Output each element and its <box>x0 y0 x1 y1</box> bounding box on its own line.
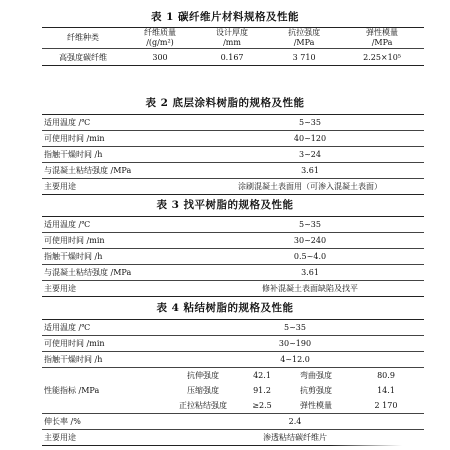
table1-caption: 表 1 碳纤维片材料规格及性能 <box>150 11 300 23</box>
t4-perf-name: 压缩强度 <box>187 386 219 395</box>
t1-cell: 高强度碳纤维 <box>59 52 107 62</box>
table3-caption: 表 3 找平树脂的规格及性能 <box>156 199 294 211</box>
table-row <box>42 368 424 384</box>
t2-label: 主要用途 <box>44 182 76 191</box>
t2-label: 可使用时间 /min <box>44 134 105 143</box>
t4-value: 渗透粘结碳纤维片 <box>263 433 327 442</box>
table-row <box>42 163 424 179</box>
t4-perf-value: ≥2.5 <box>252 401 272 410</box>
t2-label: 指触干燥时间 /h <box>44 150 103 159</box>
t4-perf-name: 抗伸强度 <box>187 371 219 380</box>
t2-value: 涂刷混凝土表面用（可渗入混凝土表面） <box>238 182 382 191</box>
t4-perf-name: 抗剪强度 <box>300 386 332 395</box>
t4-perf-name: 正拉粘结强度 <box>179 401 227 410</box>
t4-value: 5~35 <box>284 323 306 332</box>
t3-label: 指触干燥时间 /h <box>44 252 103 261</box>
table3 <box>42 216 424 297</box>
table-row <box>42 336 424 352</box>
t4-perf-label <box>42 398 166 414</box>
t3-value: 3.61 <box>301 268 319 277</box>
t1-header-thickness: 设计厚度 /mm <box>216 28 249 47</box>
t1-header-tensile: 抗拉强度 /MPa <box>288 28 321 47</box>
table2 <box>42 114 424 195</box>
watermark-fade <box>330 430 450 450</box>
table-row <box>42 115 424 131</box>
t4-label: 适用温度 /℃ <box>44 323 91 332</box>
table1-header-row <box>42 28 424 49</box>
t1-cell: 3 710 <box>292 52 316 62</box>
t1-header-fiber-mass: 纤维质量 /(g/m²) <box>144 28 177 47</box>
table2-caption: 表 2 底层涂料树脂的规格及性能 <box>145 97 305 109</box>
t3-value: 5~35 <box>299 220 321 229</box>
table-row <box>42 233 424 249</box>
t4-label: 伸长率 /% <box>44 417 81 426</box>
t3-label: 主要用途 <box>44 284 76 293</box>
t4-perf-value: 2 170 <box>374 401 398 410</box>
t2-value: 3.61 <box>301 166 319 175</box>
t1-header-fiber-type: 纤维种类 <box>67 33 99 42</box>
table4-caption: 表 4 粘结树脂的规格及性能 <box>156 302 294 314</box>
t4-value: 4~12.0 <box>280 355 310 364</box>
t4-value: 30~190 <box>278 339 312 348</box>
t3-label: 与混凝土粘结强度 /MPa <box>44 268 132 277</box>
t1-cell: 2.25×10⁵ <box>363 52 401 62</box>
table-row <box>42 147 424 163</box>
t4-perf-label: 性能指标 /MPa <box>44 386 100 395</box>
t1-header-modulus: 弹性模量 /MPa <box>366 28 399 47</box>
t2-value: 40~120 <box>293 134 327 143</box>
table-row <box>42 131 424 147</box>
t1-cell: 0.167 <box>220 52 244 62</box>
t4-perf-value: 14.1 <box>377 386 395 395</box>
t4-label: 主要用途 <box>44 433 76 442</box>
t2-label: 与混凝土粘结强度 /MPa <box>44 166 132 175</box>
table-row <box>42 398 424 414</box>
t3-value: 0.5~4.0 <box>293 252 327 261</box>
t4-value: 2.4 <box>288 417 302 426</box>
t4-perf-label <box>42 368 166 384</box>
table-row <box>42 49 424 66</box>
t3-label: 可使用时间 /min <box>44 236 105 245</box>
table-row <box>42 414 424 430</box>
t4-perf-value: 42.1 <box>253 371 271 380</box>
table-row <box>42 217 424 233</box>
t4-perf-name: 弯曲强度 <box>300 371 332 380</box>
t3-value: 修补混凝土表面缺陷及找平 <box>262 284 358 293</box>
t2-label: 适用温度 /℃ <box>44 118 91 127</box>
t4-label: 指触干燥时间 /h <box>44 355 103 364</box>
t1-cell: 300 <box>152 52 168 62</box>
t3-value: 30~240 <box>293 236 327 245</box>
t4-perf-value: 80.9 <box>377 371 395 380</box>
table-row <box>42 320 424 336</box>
table-row <box>42 383 424 398</box>
t4-label: 可使用时间 /min <box>44 339 105 348</box>
t4-perf-value: 91.2 <box>253 386 271 395</box>
t2-value: 5~35 <box>299 118 321 127</box>
table4 <box>42 319 424 446</box>
table-row <box>42 179 424 195</box>
t4-perf-name: 弹性模量 <box>300 401 332 410</box>
table1 <box>42 27 424 66</box>
table-row <box>42 249 424 265</box>
table-row <box>42 265 424 281</box>
table-row <box>42 281 424 297</box>
table-row <box>42 352 424 368</box>
t3-label: 适用温度 /℃ <box>44 220 91 229</box>
t2-value: 3~24 <box>299 150 321 159</box>
